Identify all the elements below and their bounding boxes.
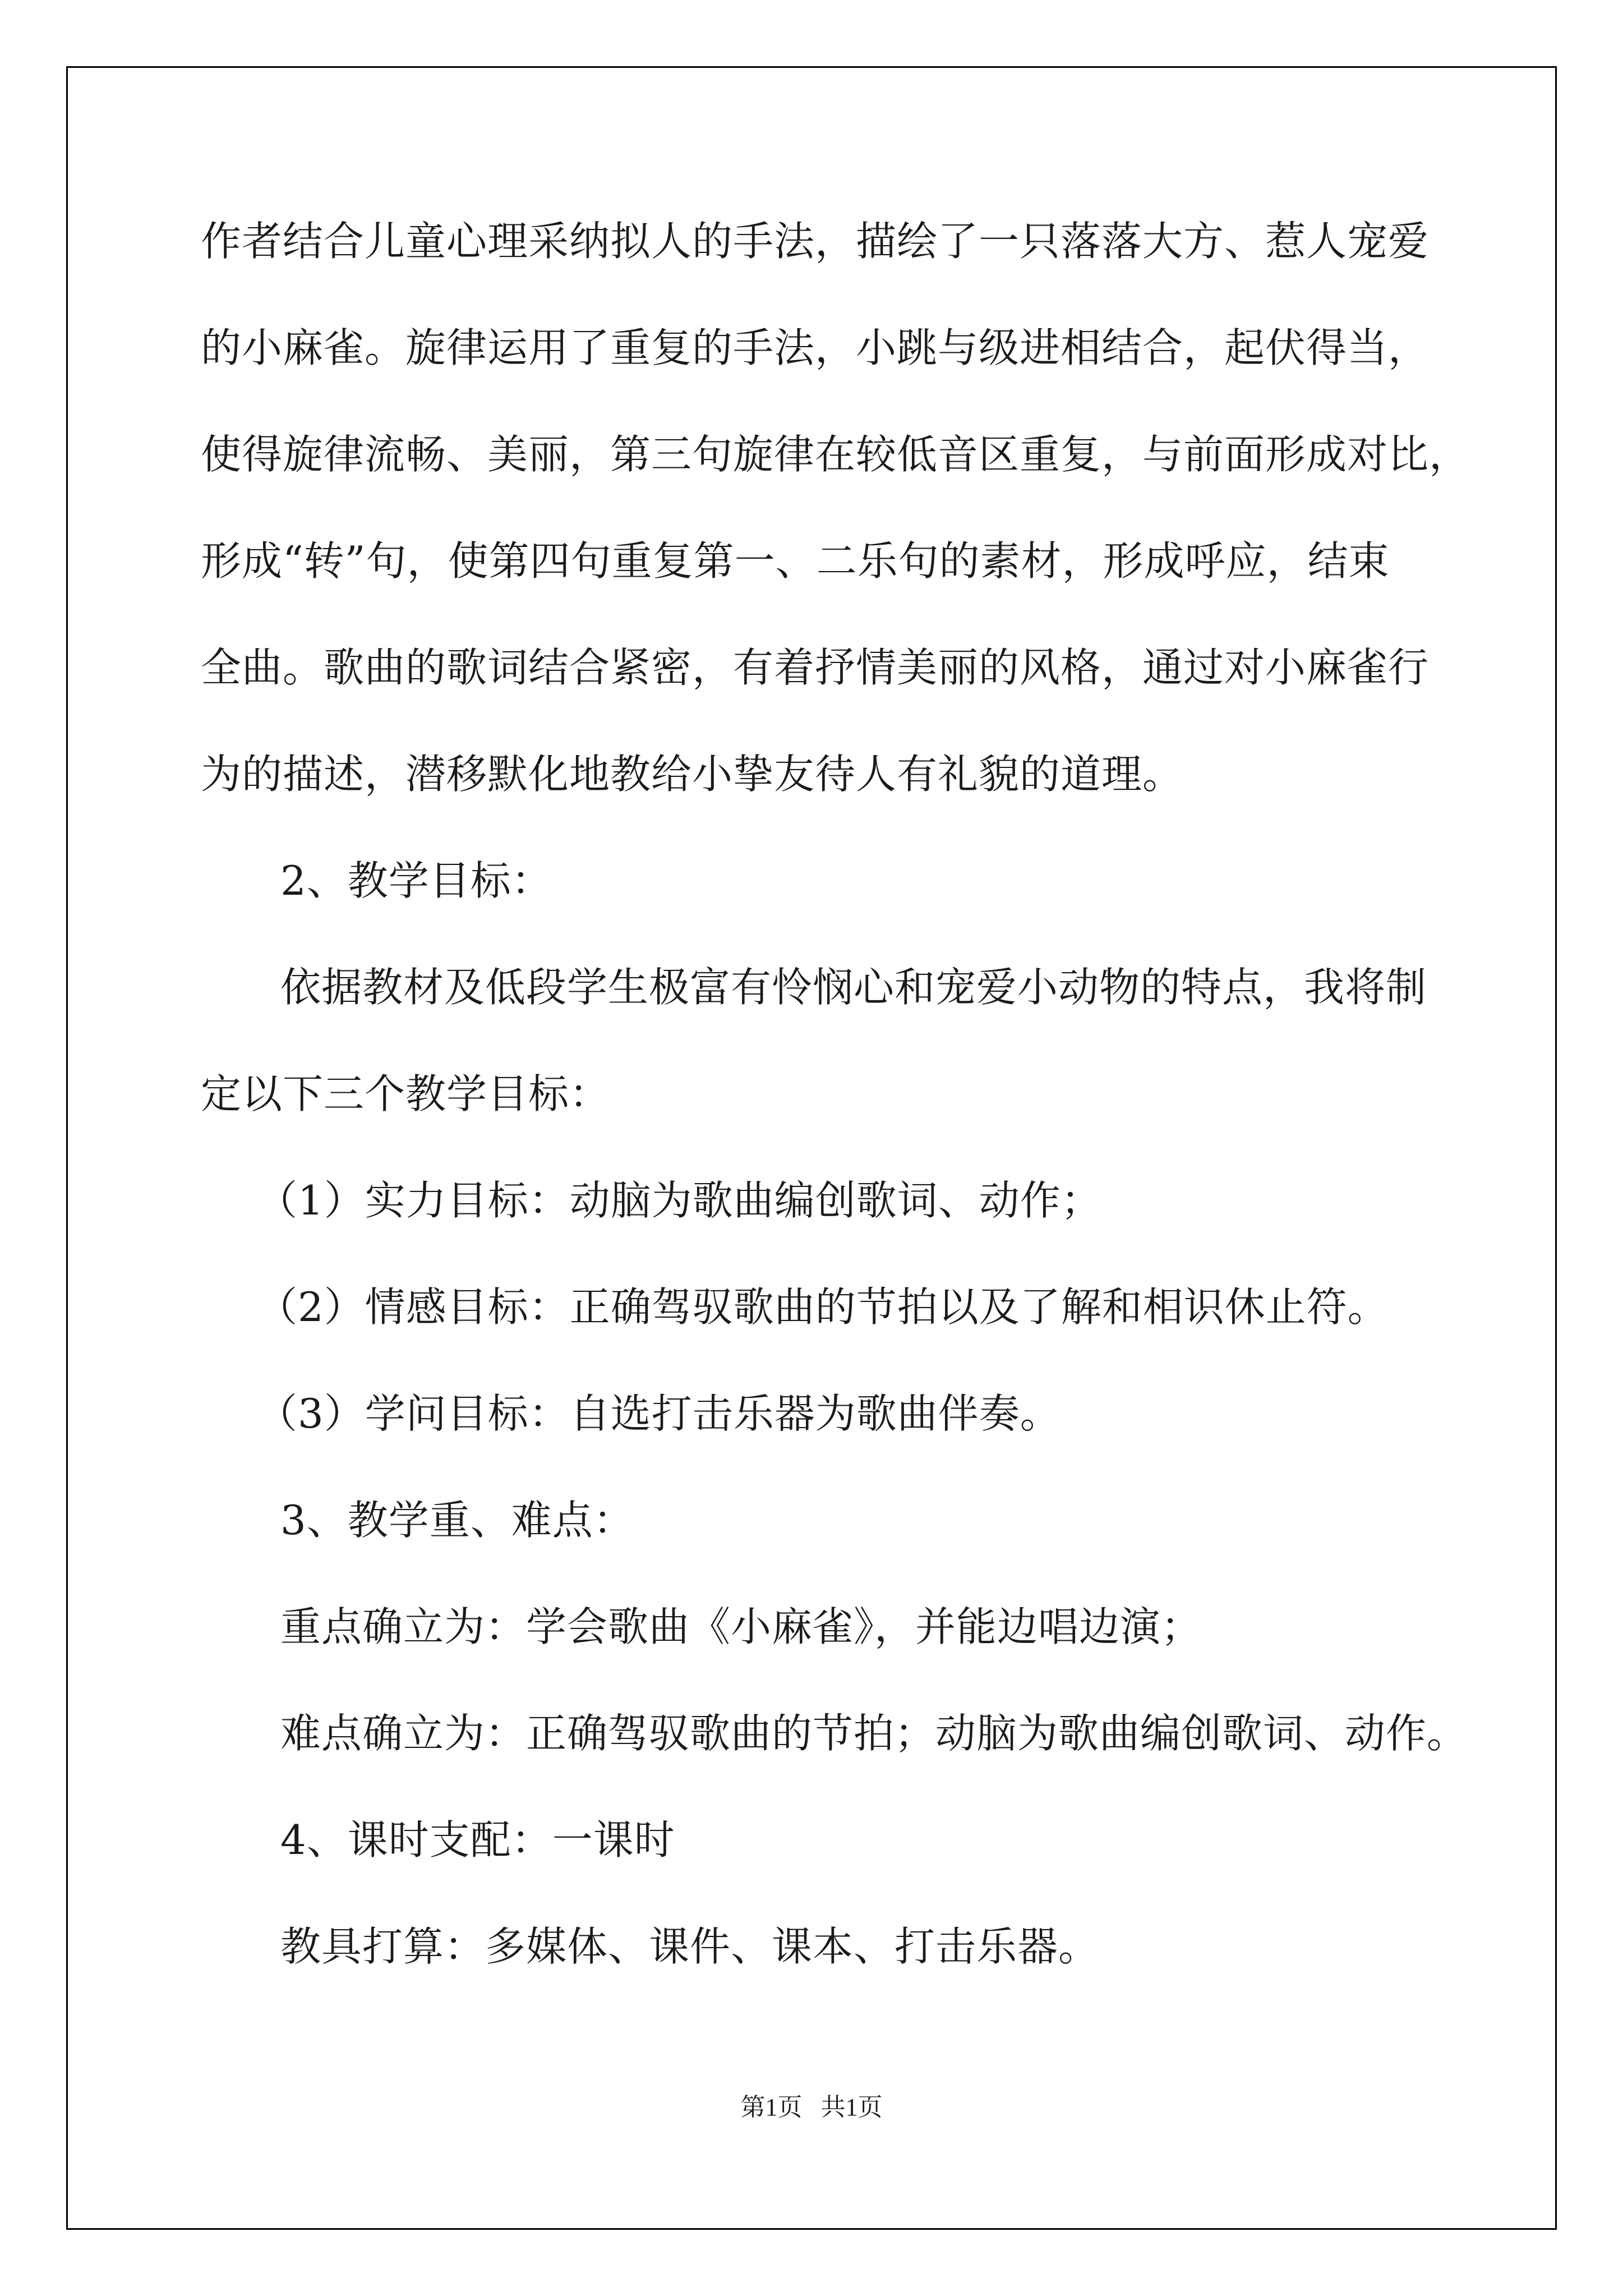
section-3-heading: 3、教学重、难点：	[280, 1497, 634, 1544]
goal-item-2: （2）情感目标：正确驾驭歌曲的节拍以及了解和相识休止符。	[257, 1283, 1389, 1331]
intro-line-2: 的小麻雀。旋律运用了重复的手法，小跳与级进相结合，起伏得当，	[201, 324, 1430, 371]
intro-line-3: 使得旋律流畅、美丽，第三句旋律在较低音区重复，与前面形成对比，	[201, 431, 1470, 478]
key-point-line: 重点确立为：学会歌曲《小麻雀》，并能边唱边演；	[280, 1603, 1202, 1650]
teaching-tools-line: 教具打算：多媒体、课件、课本、打击乐器。	[280, 1923, 1100, 1970]
difficult-point-line: 难点确立为：正确驾驭歌曲的节拍；动脑为歌曲编创歌词、动作。	[280, 1710, 1468, 1757]
section-2-line-2: 定以下三个教学目标：	[201, 1070, 611, 1117]
page-footer: 第1页 共1页	[740, 2093, 883, 2121]
intro-line-6: 为的描述，潜移默化地教给小挚友待人有礼貌的道理。	[201, 751, 1184, 798]
section-2-heading: 2、教学目标：	[280, 857, 552, 904]
intro-line-5: 全曲。歌曲的歌词结合紧密，有着抒情美丽的风格，通过对小麻雀行	[201, 644, 1430, 691]
intro-line-1: 作者结合儿童心理采纳拟人的手法，描绘了一只落落大方、惹人宠爱	[201, 218, 1430, 265]
goal-item-1: （1）实力目标：动脑为歌曲编创歌词、动作；	[257, 1177, 1102, 1224]
intro-line-4: 形成“转”句，使第四句重复第一、二乐句的素材，形成呼应，结束	[201, 537, 1390, 585]
section-2-line-1: 依据教材及低段学生极富有怜悯心和宠爱小动物的特点，我将制	[280, 964, 1427, 1011]
section-4-heading: 4、课时支配：一课时	[280, 1816, 675, 1864]
page-border	[66, 66, 1557, 2230]
goal-item-3: （3）学问目标：自选打击乐器为歌曲伴奏。	[257, 1390, 1061, 1437]
